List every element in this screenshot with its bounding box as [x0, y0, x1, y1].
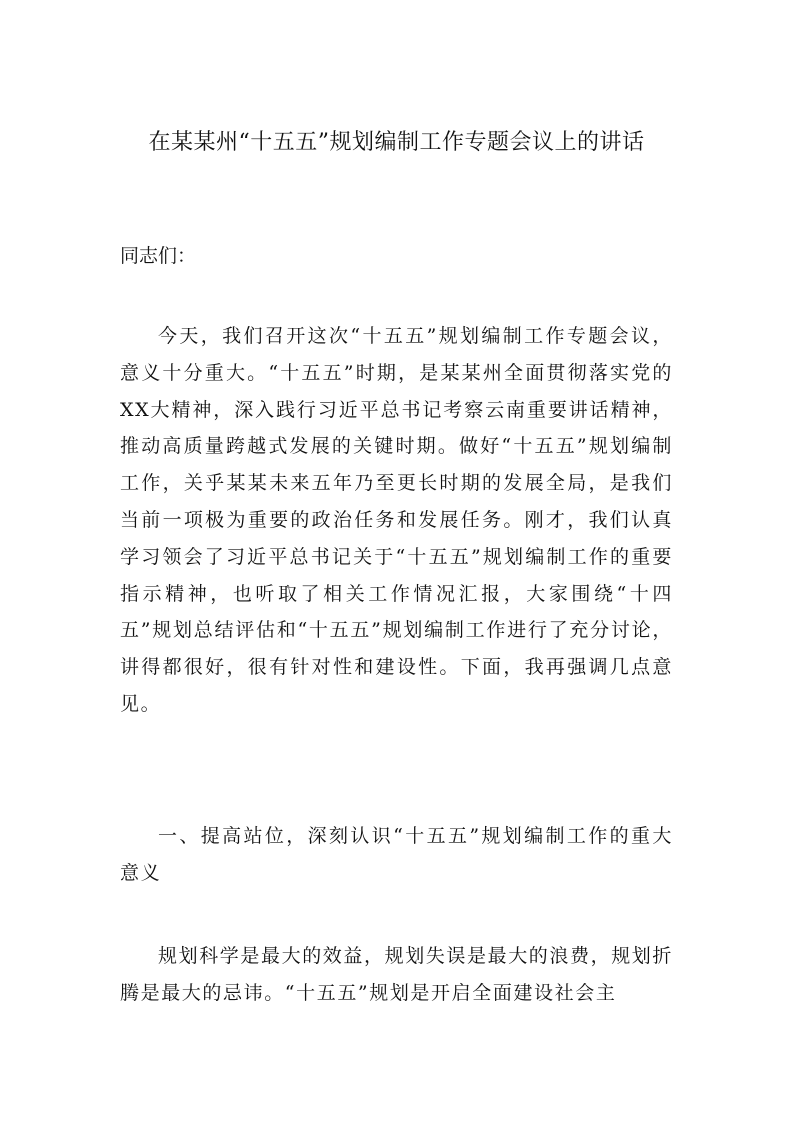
section-heading: 一、提高站位，深刻认识“十五五”规划编制工作的重大意义	[120, 825, 673, 884]
salutation: 同志们：	[120, 245, 197, 267]
section-paragraph: 规划科学是最大的效益，规划失误是最大的浪费，规划折腾是最大的忌讳。“十五五”规划是开启全面建设社会主	[120, 945, 673, 1004]
document-title: 在某某州“十五五”规划编制工作专题会议上的讲话	[148, 130, 645, 155]
body-paragraph: 今天，我们召开这次“十五五”规划编制工作专题会议，意义十分重大。“十五五”时期，是某某州全面贯彻落实党的XX大精神，深入践行习近平总书记考察云南重要讲话精神，推动高质量跨越式发展的关键时期。做好“十五五”规划编制工作，关乎某某未来五年乃至更长时期的发展全局，是我们当前一项极为重要的政治任务和发展任务。刚才，我们认真学习领会了习近平总书记关于“十五五”规划编制工作的重要指示精神，也听取了相关工作情况汇报，大家围绕“十四五”规划总结评估和“十五五”规划编制工作进行了充分讨论，讲得都很好，很有针对性和建设性。下面，我再强调几点意见。	[120, 325, 673, 715]
